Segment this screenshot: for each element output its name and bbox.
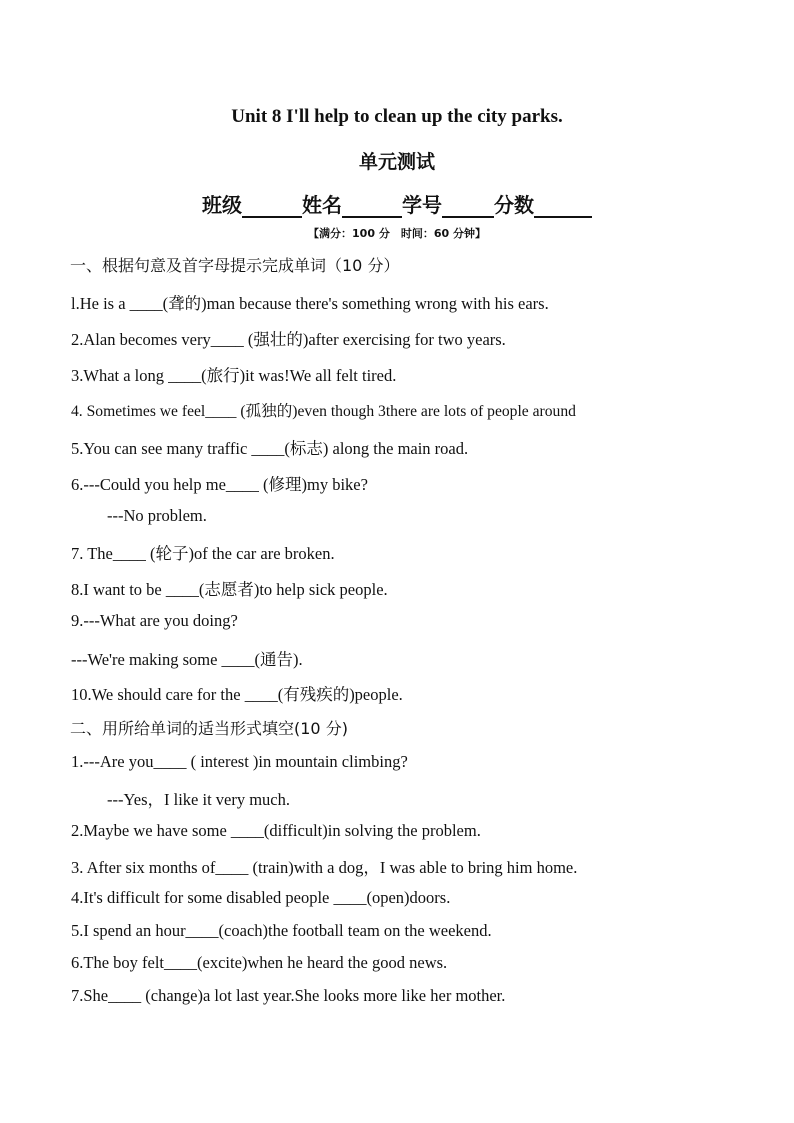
s1-question-6-answer: ---No problem. bbox=[107, 506, 207, 525]
s1-question-9: 9.---What are you doing? bbox=[71, 611, 238, 630]
s1-question-6: 6.---Could you help me____ (修理)my bike? bbox=[71, 475, 368, 494]
s2-question-3: 3. After six months of____ (train)with a dog，I was able to bring him home. bbox=[71, 858, 578, 877]
page-title: Unit 8 I'll help to clean up the city parks. bbox=[231, 106, 563, 127]
s1-question-1: l.He is a ____(聋的)man because there's something wrong with his ears. bbox=[71, 294, 549, 313]
student-number-blank bbox=[442, 196, 494, 218]
page-subtitle: 单元测试 bbox=[358, 151, 435, 173]
student-number-label: 学号 bbox=[402, 193, 442, 217]
class-blank bbox=[242, 196, 302, 218]
score-blank bbox=[534, 196, 592, 218]
s1-question-5: 5.You can see many traffic ____(标志) along the main road. bbox=[71, 439, 469, 458]
class-label: 班级 bbox=[202, 193, 242, 217]
name-label: 姓名 bbox=[302, 193, 342, 217]
s2-question-4: 4.It's difficult for some disabled people ____(open)doors. bbox=[71, 888, 451, 907]
s2-question-1-answer: ---Yes，I like it very much. bbox=[107, 790, 290, 809]
s2-question-6: 6.The boy felt____(excite)when he heard the good news. bbox=[71, 953, 448, 972]
s1-question-8: 8.I want to be ____(志愿者)to help sick people. bbox=[71, 580, 388, 599]
s1-question-9-answer: ---We're making some ____(通告). bbox=[71, 650, 303, 669]
s1-question-3: 3.What a long ____(旅行)it was!We all felt tired. bbox=[71, 366, 397, 385]
section-2-heading: 二、用所给单词的适当形式填空(10 分) bbox=[70, 719, 348, 738]
s2-question-1: 1.---Are you____ ( interest )in mountain climbing? bbox=[71, 752, 408, 771]
s1-question-7: 7. The____ (轮子)of the car are broken. bbox=[71, 544, 335, 563]
s2-question-5: 5.I spend an hour____(coach)the football team on the weekend. bbox=[71, 921, 492, 940]
s2-question-2: 2.Maybe we have some ____(difficult)in solving the problem. bbox=[71, 821, 481, 840]
s1-question-10: 10.We should care for the ____(有残疾的)people. bbox=[71, 685, 403, 704]
s2-question-7: 7.She____ (change)a lot last year.She looks more like her mother. bbox=[71, 986, 506, 1005]
name-blank bbox=[342, 196, 402, 218]
section-1-heading: 一、根据句意及首字母提示完成单词（10 分） bbox=[70, 256, 400, 275]
student-info-row bbox=[0, 189, 794, 218]
s1-question-2: 2.Alan becomes very____ (强壮的)after exercising for two years. bbox=[71, 330, 506, 349]
s1-question-4: 4. Sometimes we feel____ (孤独的)even though 3there are lots of people around bbox=[71, 403, 576, 420]
score-label: 分数 bbox=[494, 193, 534, 217]
score-time-note: 【满分：100 分 时间：60 分钟】 bbox=[308, 227, 486, 240]
